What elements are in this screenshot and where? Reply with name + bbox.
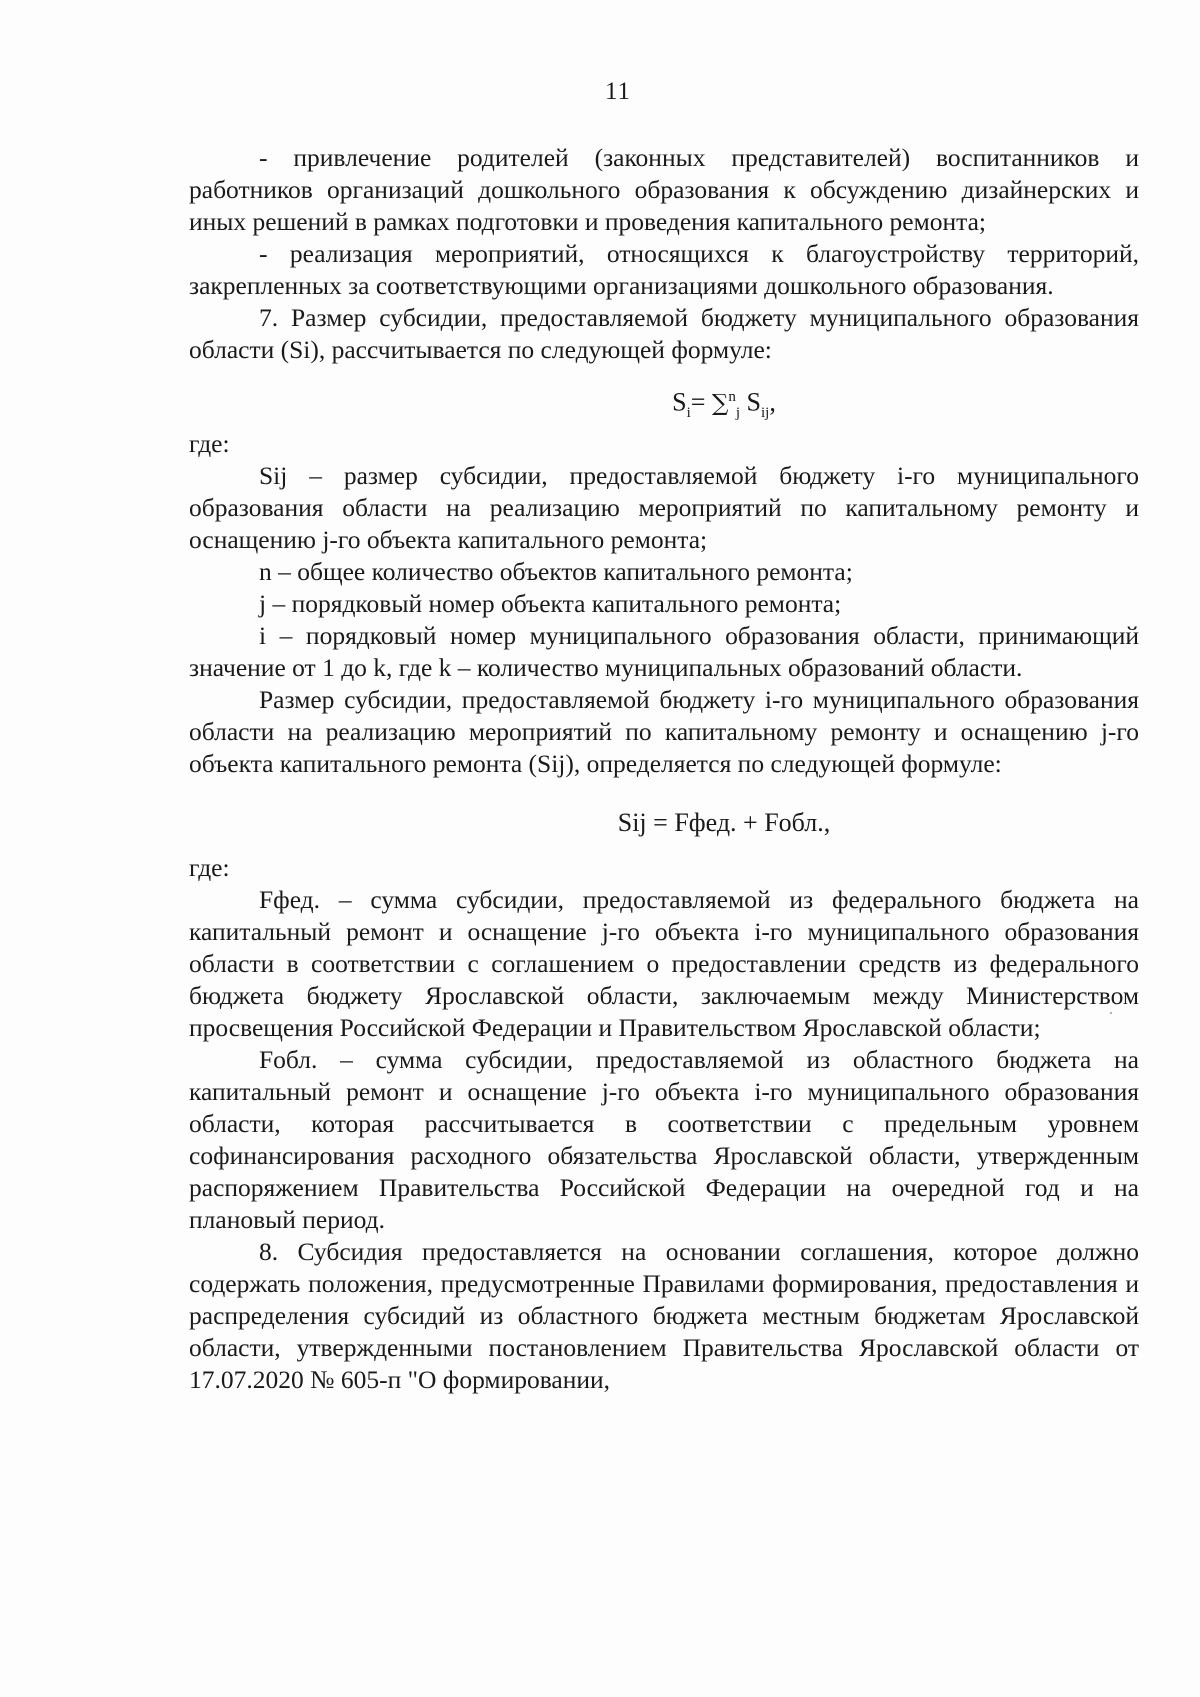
document-body <box>189 142 1139 1396</box>
definition-j: j – порядковый номер объекта капитального ремонта; <box>259 589 842 618</box>
definition-ffed: Fфед. – сумма субсидии, предоставляемой из федерального бюджета на капитальный ремонт и оснащение j-го объекта i-го муниципального образования области в соответствии с соглашением о предоставлении средств из федерального бюджета бюджету Ярославской области, заключаемым между Министерством просвещения Российской Федерации и Правительством Ярославской области; <box>189 885 1139 1042</box>
formula-si-equals: = <box>690 387 712 417</box>
formula-si-lhs: S <box>672 387 687 417</box>
definition-n: n – общее количество объектов капитального ремонта; <box>259 557 853 586</box>
formula-si-comma: , <box>769 387 776 417</box>
formula-si-term: S <box>740 387 762 417</box>
where-label: где: <box>189 429 230 458</box>
scan-speck <box>1110 1012 1112 1014</box>
definition-i: i – порядковый номер муниципального образования области, принимающий значение от 1 до k, где k – количество муниципальных образований области. <box>189 621 1139 682</box>
paragraph-item-7-subsidy-size: 7. Размер субсидии, предоставляемой бюджету муниципального образования области (Si), рассчитывается по следующей формуле: <box>189 303 1139 364</box>
summation-upper-limit: n <box>728 389 736 405</box>
formula-si-term-index: ij <box>761 404 770 421</box>
paragraph-landscaping: - реализация мероприятий, относящихся к благоустройству территорий, закрепленных за соответствующими организациями дошкольного образования. <box>189 239 1139 300</box>
formula-si-lhs-index: i <box>686 404 691 421</box>
paragraph-parent-involvement: - привлечение родителей (законных представителей) воспитанников и работников организаций дошкольного образования к обсуждению дизайнерских и иных решений в рамках подготовки и проведения капитального ремонта; <box>189 143 1139 236</box>
formula-sij: Sij = Fфед. + Fобл., <box>617 808 831 837</box>
definition-sij: Sij – размер субсидии, предоставляемой бюджету i-го муниципального образования области на реализацию мероприятий по капитальному ремонту и оснащению j-го объекта капитального ремонта; <box>189 461 1139 554</box>
formula-si-sum <box>189 366 1139 428</box>
page-number: 11 <box>604 78 632 105</box>
paragraph-item-8-agreement: 8. Субсидия предоставляется на основании соглашения, которое должно содержать положения, предусмотренные Правилами формирования, предоставления и распределения субсидий из областного бюджета местным бюджетам Ярославской области, утвержденными постановлением Правительства Ярославской области от 17.07.2020 № 605-п "О формировании, <box>189 1237 1139 1394</box>
definition-fobl: Fобл. – сумма субсидии, предоставляемой из областного бюджета на капитальный ремонт и оснащение j-го объекта i-го муниципального образования области, которая рассчитывается в соответствии с предельным уровнем софинансирования расходного обязательства Ярославской области, утвержденным распоряжением Правительства Российской Федерации на очередной год и на плановый период. <box>189 1045 1139 1234</box>
summation-sign: ∑ <box>711 390 729 417</box>
summation-index: j <box>735 404 741 421</box>
paragraph-sij-formula-intro: Размер субсидии, предоставляемой бюджету i-го муниципального образования области на реализацию мероприятий по капитальному ремонту и оснащению j-го объекта капитального ремонта (Sij), определяется по следующей формуле: <box>189 685 1139 778</box>
where-label: где: <box>189 853 230 882</box>
